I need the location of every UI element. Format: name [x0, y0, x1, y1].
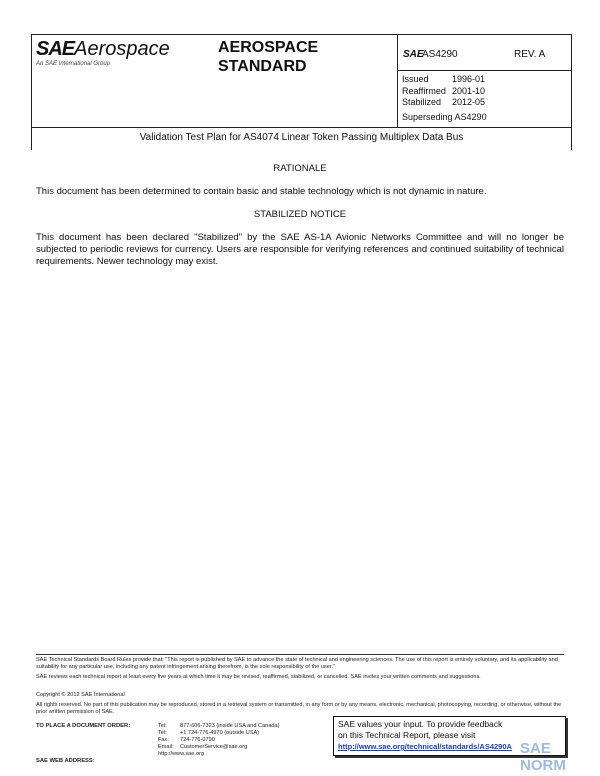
feedback-text: SAE values your input. To provide feedback: [338, 719, 503, 729]
standard-line-2: STANDARD: [218, 58, 307, 75]
email-link[interactable]: CustomerService@sae.org: [180, 744, 248, 750]
revision: REV. A: [514, 49, 546, 60]
date-row: [402, 97, 485, 109]
web-label: SAE WEB ADDRESS:: [36, 758, 95, 764]
feedback-link[interactable]: http://www.sae.org/technical/standards/AS4290A: [338, 742, 512, 751]
rationale-text: This document has been determined to contain basic and stable technology which is not dynamic in nature.: [36, 186, 487, 197]
logo-word: Aerospace: [74, 38, 170, 60]
contact-row: [158, 744, 328, 751]
contact-row: [158, 723, 328, 730]
footer-review: SAE reviews each technical report at least every five years at which time it may be revised, reaffirmed, stabilized, or cancelled. SAE invites your written comments and suggestions.: [36, 674, 481, 680]
date-value: 2012-05: [452, 97, 486, 107]
divider: [397, 70, 572, 71]
date-label: Reaffirmed: [402, 85, 446, 96]
standard-line-1: AEROSPACE: [218, 39, 319, 56]
contact-label: Email:: [158, 744, 174, 750]
contact-label: Tel:: [158, 723, 167, 729]
notice-text: This document has been declared "Stabilized" by the SAE AS-1A Avionic Networks Committee and will no longer be subjected to periodic reviews for currency. Users are responsible for verifying references and continued suitability of technical requirements. Newer technology may exist.: [36, 232, 564, 267]
watermark-logo: SAE NORM: [520, 740, 566, 774]
date-list: [402, 74, 485, 109]
contact-value: +1 724-776-4970 (outside USA): [180, 730, 260, 736]
date-value: 2001-10: [452, 85, 486, 96]
standard-heading: [218, 38, 318, 76]
sae-aerospace-logo: [36, 38, 170, 61]
contact-label: Tel:: [158, 730, 167, 736]
date-label: Issued: [402, 74, 429, 84]
logo-subtitle: An SAE International Group: [36, 61, 111, 67]
date-row: [402, 86, 485, 98]
order-label: TO PLACE A DOCUMENT ORDER:: [36, 723, 131, 729]
footer-divider: [36, 654, 564, 655]
rationale-heading: RATIONALE: [273, 163, 327, 174]
contact-list: [158, 723, 328, 758]
date-label: Stabilized: [402, 97, 442, 107]
web-address[interactable]: http://www.sae.org: [158, 751, 205, 757]
notice-heading: STABILIZED NOTICE: [253, 209, 347, 220]
contact-value: 877-606-7323 (inside USA and Canada): [180, 723, 280, 729]
footer-rights: All rights reserved. No part of this publication may be reproduced, stored in a retrieval system or transmitted, in any form or by any means, electronic, mechanical, photocopying, recording, or otherwise, without the prior written permission of SAE.: [36, 702, 562, 715]
logo-brand: SAE: [36, 38, 75, 60]
document-title: Validation Test Plan for AS4074 Linear Token Passing Multiplex Data Bus: [139, 132, 464, 143]
date-row: [402, 74, 485, 86]
contact-label: Fax:: [158, 737, 169, 743]
divider: [31, 127, 572, 128]
sae-mini-logo: SAE: [403, 49, 424, 60]
contact-value: 724-776-0790: [180, 737, 215, 743]
footer-rules: SAE Technical Standards Board Rules provide that: "This report is published by SAE to advance the state of technical and engineering sciences. The use of this report is entirely voluntary, and its applicability and suitability for any particular use, including any patent infringement arising therefrom, is the sole responsibility of the user.": [36, 657, 558, 670]
document-number: AS4290: [422, 49, 458, 60]
divider: [397, 34, 398, 127]
date-value: 1996-01: [452, 74, 486, 84]
superseding: Superseding AS4290: [402, 112, 487, 122]
footer-copyright: Copyright © 2012 SAE International: [36, 692, 125, 698]
contact-row: [158, 730, 328, 737]
contact-row: [158, 737, 328, 744]
feedback-text: on this Technical Report, please visit: [338, 730, 476, 740]
